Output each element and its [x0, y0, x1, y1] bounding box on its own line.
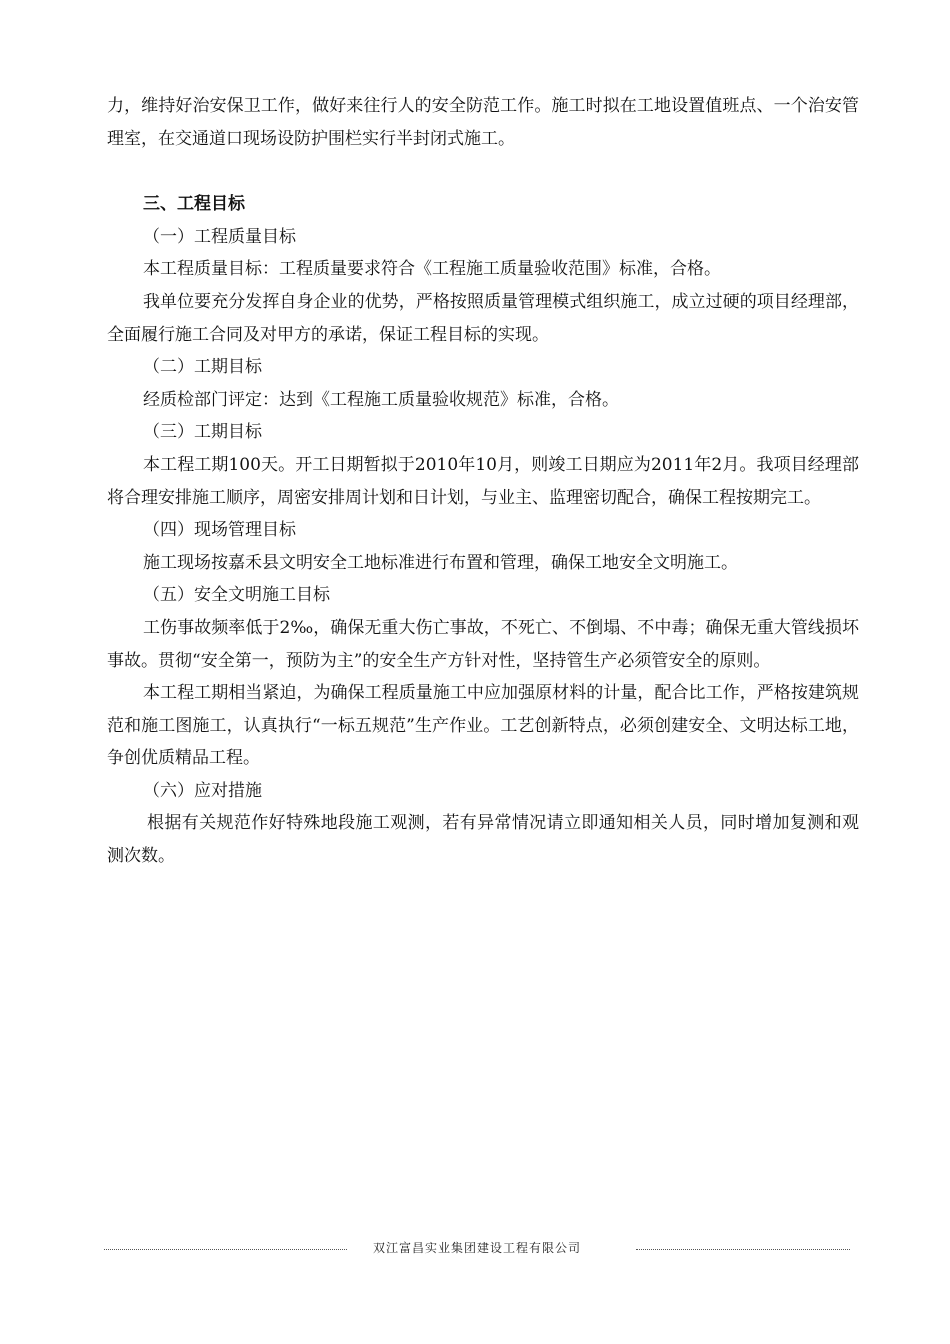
- subheading-site-management-goal: （四）现场管理目标: [143, 520, 296, 541]
- paragraph-inspection-evaluation: 经质检部门评定：达到《工程施工质量验收规范》标准，合格。: [143, 389, 619, 410]
- footer-divider-right: [636, 1249, 850, 1250]
- paragraph-safety-goal: 工伤事故频率低于2‰，确保无重大伤亡事故，不死亡、不倒塌、不中毒；确保无重大管线损坏事故。贯彻“安全第一，预防为主”的安全生产方针对性，坚持管生产必须管安全的原则。: [107, 617, 859, 671]
- subheading-schedule-goal-3: （三）工期目标: [143, 422, 262, 443]
- paragraph-schedule-details: 本工程工期100天。开工日期暂拟于2010年10月，则竣工日期应为2011年2月。我项目经理部将合理安排施工顺序，周密安排周计划和日计划，与业主、监理密切配合，确保工程按期完工。: [107, 454, 859, 508]
- page-footer: [0, 1238, 950, 1262]
- paragraph-quality-measures: 本工程工期相当紧迫，为确保工程质量施工中应加强原材料的计量，配合比工作，严格按建筑规范和施工图施工，认真执行“一标五规范”生产作业。工艺创新特点，必须创建安全、文明达标工地，争创优质精品工程。: [107, 683, 859, 769]
- paragraph-security-continued: 力，维持好治安保卫工作，做好来往行人的安全防范工作。施工时拟在工地设置值班点、一个治安管理室，在交通道口现场设防护围栏实行半封闭式施工。: [107, 96, 859, 149]
- footer-divider-left: [104, 1249, 347, 1250]
- paragraph-countermeasures: 根据有关规范作好特殊地段施工观测，若有异常情况请立即通知相关人员，同时增加复测和观测次数。: [107, 813, 859, 867]
- section-heading-project-goals: 三、工程目标: [143, 194, 245, 215]
- subheading-countermeasures: （六）应对措施: [143, 780, 262, 801]
- footer-company-name: 双江富昌实业集团建设工程有限公司: [373, 1241, 582, 1255]
- paragraph-quality-commitment: 我单位要充分发挥自身企业的优势，严格按照质量管理模式组织施工，成立过硬的项目经理部，全面履行施工合同及对甲方的承诺，保证工程目标的实现。: [107, 291, 859, 345]
- paragraph-quality-goal: 本工程质量目标：工程质量要求符合《工程施工质量验收范围》标准，合格。: [143, 259, 721, 280]
- subheading-quality-goal: （一）工程质量目标: [143, 226, 296, 247]
- paragraph-site-management: 施工现场按嘉禾县文明安全工地标准进行布置和管理，确保工地安全文明施工。: [143, 552, 738, 573]
- subheading-safety-goal: （五）安全文明施工目标: [143, 585, 330, 606]
- document-body: [107, 90, 859, 873]
- subheading-schedule-goal-2: （二）工期目标: [143, 357, 262, 378]
